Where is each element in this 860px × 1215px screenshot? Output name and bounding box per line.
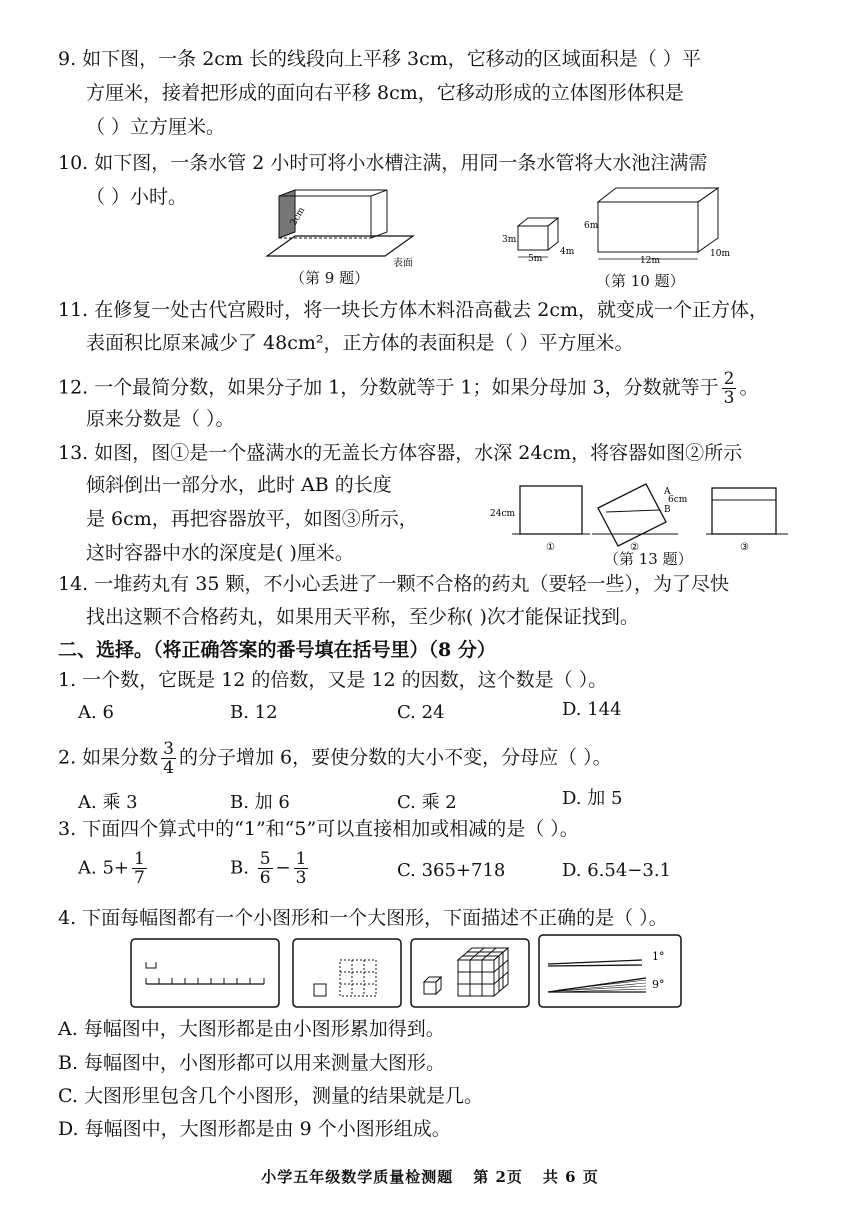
choice3-b-pre: B. [230,857,249,879]
choice1-option-a: A. 6 [78,702,114,723]
fig13-A-label: A [664,487,671,497]
choice3-option-a [78,850,150,887]
q9-line2: 方厘米，接着把形成的面向右平移 8cm，它移动形成的立体图形体积是 [86,82,684,104]
choice4-figure-cubes [410,938,530,1008]
figure-13-containers [488,470,798,560]
fig13-c1: ① [546,542,555,553]
choice4-option-c: C. 大图形里包含几个小图形，测量的结果就是几。 [58,1085,483,1107]
choice3-stem: 3. 下面四个算式中的“1”和“5”可以直接相加或相减的是（ ）。 [58,818,579,840]
fig10-small-width: 4m [560,247,575,257]
choice2-post: 的分子增加 6，要使分数的大小不变，分母应（ ）。 [179,746,612,769]
choice2-option-c: C. 乘 2 [397,792,457,813]
q11-line1: 11. 在修复一处古代宫殿时，将一块长方体木料沿高截去 2cm，就变成一个正方体， [58,299,769,321]
q12-fraction [722,370,737,407]
choice4-figure-angles [538,934,682,1008]
q10-line2: （ ）小时。 [86,186,188,208]
choice4-figure-squares [292,938,402,1008]
fig10-small-height: 3m [502,235,517,245]
fig13-24cm-label: 24cm [490,509,516,519]
choice4-stem: 4. 下面每幅图都有一个小图形和一个大图形，下面描述不正确的是（ ）。 [58,907,668,929]
q9-line3: （ ）立方厘米。 [86,116,226,138]
footer-total: 共 6 页 [542,1168,599,1186]
q12-line1 [58,370,759,407]
q13-line1: 13. 如图，图①是一个盛满水的无盖长方体容器，水深 24cm，将容器如图②所示 [58,442,743,464]
choice2-fraction [161,740,176,777]
fig13-c3: ③ [740,542,749,553]
choice4-figure-ruler [130,938,280,1008]
fig13-c2: ② [630,542,639,553]
q14-line1: 14. 一堆药丸有 35 颗，不小心丢进了一颗不合格的药丸（要轻一些），为了尽快 [58,573,730,595]
fig10-big-height: 6m [584,221,599,231]
choice3-b-minus: − [275,857,291,879]
q11-line2: 表面积比原来减少了 48cm²，正方体的表面积是（ ）平方厘米。 [86,332,634,354]
figure-9-translation-solid [265,186,425,270]
q9-line1: 9. 如下图，一条 2cm 长的线段向上平移 3cm，它移动的区域面积是（ ）平 [58,48,701,70]
choice2-option-d: D. 加 5 [562,788,623,809]
choice1-stem: 1. 一个数，它既是 12 的倍数，又是 12 的因数，这个数是（ ）。 [58,669,608,691]
choice3-option-b [230,850,311,887]
fig9-2cm-label: 2cm [288,205,308,228]
section-2-heading: 二、选择。（将正确答案的番号填在括号里）（8 分） [58,639,496,661]
q13-line2: 倾斜倒出一部分水，此时 AB 的长度 [86,474,392,496]
fig13-6cm-label: 6cm [668,495,688,505]
choice3-a-den: 7 [133,868,145,888]
choice2-stem [58,740,612,777]
q13-line3: 是 6cm，再把容器放平，如图③所示， [86,508,418,530]
choice3-b-den1: 6 [259,868,271,888]
footer-page: 第 2页 [473,1168,523,1186]
q14-line2: 找出这颗不合格药丸，如果用天平称，至少称( )次才能保证找到。 [86,606,639,628]
choice3-a-num: 1 [133,849,145,869]
page-footer [0,1166,860,1187]
choice4-angle-9-label: 9° [652,978,665,991]
figure-9-caption: （第 9 题） [290,269,370,287]
fig10-small-length: 5m [528,254,543,264]
fig13-B-label: B [664,505,671,515]
fig9-plane-label: 表面 [393,258,413,269]
q12-text: 12. 一个最简分数，如果分子加 1，分数就等于 1；如果分母加 3，分数就等于 [58,376,719,399]
choice4-angle-1-label: 1° [652,950,665,963]
choice2-frac-den: 4 [163,758,174,778]
choice1-option-b: B. 12 [230,702,278,723]
choice3-b-fraction1 [258,850,273,887]
figure-13-caption: （第 13 题） [604,550,693,568]
q10-line1: 10. 如下图，一条水管 2 小时可将小水槽注满，用同一条水管将大水池注满需 [58,152,708,174]
choice4-option-b: B. 每幅图中，小图形都可以用来测量大图形。 [58,1052,446,1074]
choice3-a-pre: A. 5+ [78,857,129,879]
q13-line4: 这时容器中水的深度是( )厘米。 [86,542,354,564]
fig10-big-width: 10m [710,249,730,259]
choice3-b-den2: 3 [295,868,307,888]
choice2-frac-num: 3 [163,739,174,759]
choice2-option-b: B. 加 6 [230,792,290,813]
choice1-option-c: C. 24 [397,702,445,723]
figure-10-tanks [500,184,740,268]
fig10-big-length: 12m [640,256,660,266]
choice3-b-fraction2 [294,850,309,887]
choice4-option-a: A. 每幅图中，大图形都是由小图形累加得到。 [58,1018,445,1040]
choice3-option-d: D. 6.54−3.1 [562,860,672,881]
choice4-option-d: D. 每幅图中，大图形都是由 9 个小图形组成。 [58,1118,451,1140]
choice3-a-fraction [132,850,147,887]
q12-frac-num: 2 [723,369,735,389]
q12-end: 。 [739,376,759,399]
choice3-b-num1: 5 [259,849,271,869]
footer-title: 小学五年级数学质量检测题 [261,1168,454,1186]
choice2-option-a: A. 乘 3 [78,792,138,813]
q12-line2: 原来分数是（ ）。 [86,408,235,430]
q12-frac-den: 3 [723,388,735,408]
choice2-pre: 2. 如果分数 [58,746,159,769]
choice3-b-num2: 1 [295,849,307,869]
choice3-option-c: C. 365+718 [397,860,506,881]
choice1-option-d: D. 144 [562,699,622,720]
figure-10-caption: （第 10 题） [596,272,685,290]
